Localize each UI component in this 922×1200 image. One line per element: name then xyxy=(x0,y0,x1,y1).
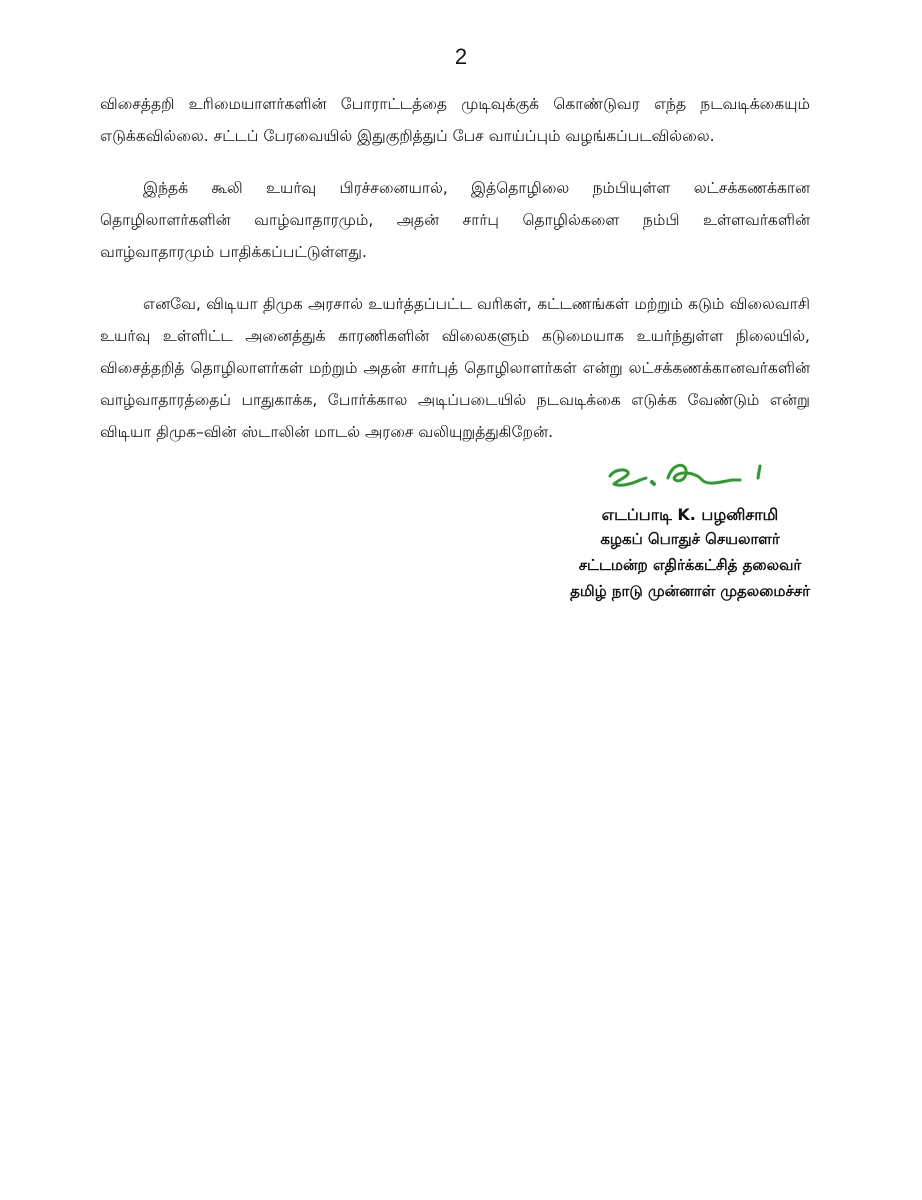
signer-name: எடப்பாடி K. பழனிசாமி xyxy=(601,505,779,524)
letter-body xyxy=(100,88,810,468)
paragraph-2: இந்தக் கூலி உயர்வு பிரச்சனையால், இத்தொழிலை நம்பியுள்ள லட்சக்கணக்கான தொழிலாளர்களின் வாழ்வாதாரமும், அதன் சார்பு தொழில்களை நம்பி உள்ளவர்களின் வாழ்வாதாரமும் பாதிக்கப்பட்டுள்ளது. xyxy=(100,179,810,261)
signer-title-2: சட்டமன்ற எதிர்க்கட்சித் தலைவர் xyxy=(578,556,802,574)
paragraph-1: விசைத்தறி உரிமையாளர்களின் போராட்டத்தை முடிவுக்குக் கொண்டுவர எந்த நடவடிக்கையும் எடுக்கவில்லை. சட்டப் பேரவையில் இதுகுறித்துப் பேச வாய்ப்பும் வழங்கப்படவில்லை. xyxy=(100,95,810,145)
signer-title-1: கழகப் பொதுச் செயலாளர் xyxy=(600,530,780,548)
handwritten-signature xyxy=(600,454,780,498)
page-number: 2 xyxy=(454,44,468,69)
signer-title-3: தமிழ் நாடு முன்னாள் முதலமைச்சர் xyxy=(570,582,810,600)
signature-block xyxy=(520,454,860,604)
paragraph-3: எனவே, விடியா திமுக அரசால் உயர்த்தப்பட்ட வரிகள், கட்டணங்கள் மற்றும் கடும் விலைவாசி உயர்வு உள்ளிட்ட அனைத்துக் காரணிகளின் விலைகளும் கடுமையாக உயர்ந்துள்ள நிலையில், விசைத்தறித் தொழிலாளர்கள் மற்றும் அதன் சார்புத் தொழிலாளர்கள் என்று லட்சக்கணக்கானவர்களின் வாழ்வாதாரத்தைப் பாதுகாக்க, போர்க்கால அடிப்படையில் நடவடிக்கை எடுக்க வேண்டும் என்று விடியா திமுக–வின் ஸ்டாலின் மாடல் அரசை வலியுறுத்துகிறேன். xyxy=(100,295,810,441)
